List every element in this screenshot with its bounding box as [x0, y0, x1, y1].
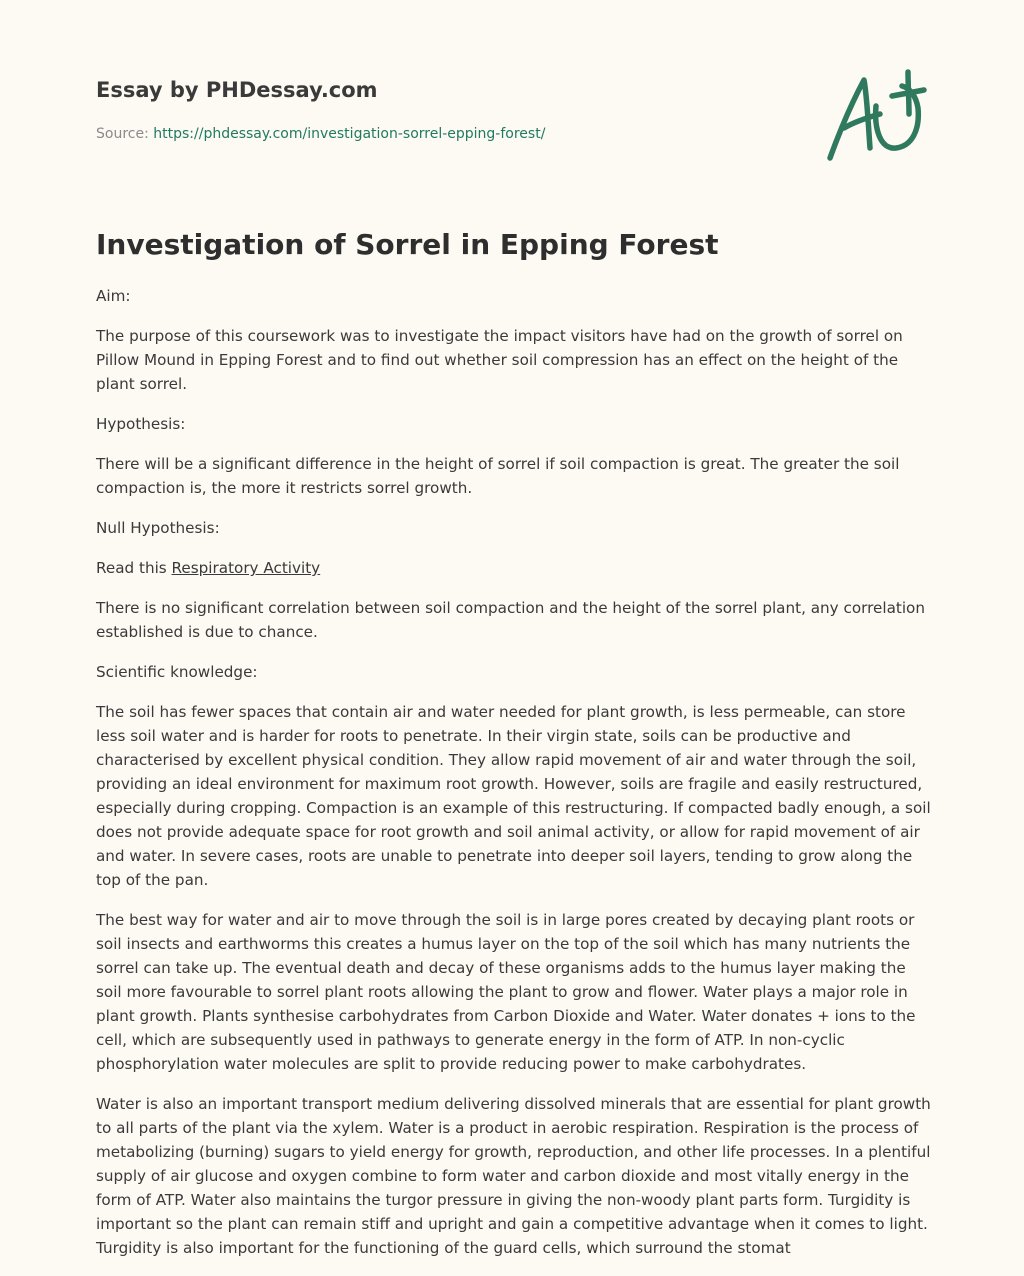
site-brand: Essay by PHDessay.com	[96, 78, 378, 102]
source-label: Source:	[96, 126, 154, 142]
hypothesis-heading: Hypothesis:	[96, 415, 186, 433]
null-hypothesis-heading: Null Hypothesis:	[96, 519, 220, 537]
scientific-knowledge-heading: Scientific knowledge:	[96, 663, 258, 681]
source-link[interactable]: https://phdessay.com/investigation-sorrel-epping-forest/	[153, 126, 546, 142]
a-plus-grade-icon	[820, 66, 930, 166]
body-paragraph-3: Water is also an important transport medium delivering dissolved minerals that are essential for plant growth to all parts of the plant via the xylem. Water is a product in aerobic respiration. Respiration is the process of metabolizing (burning) sugars to yield energy for growth, reproduction, and other life processes. In a plentiful supply of air glucose and oxygen combine to form water and carbon dioxide and most vitally energy in the form of ATP. Water also maintains the turgor pressure in giving the non-woody plant parts form. Turgidity is important so the plant can remain stiff and upright and gain a competitive advantage when it comes to light. Turgidity is also important for the functioning of the guard cells, which surround the stomat	[96, 1095, 931, 1257]
article-body	[96, 284, 931, 1276]
article-title: Investigation of Sorrel in Epping Forest	[96, 228, 719, 261]
aim-heading: Aim:	[96, 287, 131, 305]
null-hypothesis-paragraph: There is no significant correlation between soil compaction and the height of the sorrel plant, any correlation established is due to chance.	[96, 599, 925, 641]
read-this-line	[96, 556, 931, 580]
header	[96, 76, 796, 144]
aim-paragraph: The purpose of this coursework was to investigate the impact visitors have had on the growth of sorrel on Pillow Mound in Epping Forest and to find out whether soil compression has an effect on the height of the plant sorrel.	[96, 327, 903, 393]
source-line	[96, 124, 796, 144]
body-paragraph-1: The soil has fewer spaces that contain air and water needed for plant growth, is less permeable, can store less soil water and is harder for roots to penetrate. In their virgin state, soils can be productive and characterised by excellent physical condition. They allow rapid movement of air and water through the soil, providing an ideal environment for maximum root growth. However, soils are fragile and easily restructured, especially during cropping. Compaction is an example of this restructuring. If compacted badly enough, a soil does not provide adequate space for root growth and soil animal activity, or allow for rapid movement of air and water. In severe cases, roots are unable to penetrate into deeper soil layers, tending to grow along the top of the pan.	[96, 703, 931, 889]
hypothesis-paragraph: There will be a significant difference in the height of sorrel if soil compaction is great. The greater the soil compaction is, the more it restricts sorrel growth.	[96, 455, 900, 497]
body-paragraph-2: The best way for water and air to move through the soil is in large pores created by decaying plant roots or soil insects and earthworms this creates a humus layer on the top of the soil which has many nutrients the sorrel can take up. The eventual death and decay of these organisms adds to the humus layer making the soil more favourable to sorrel plant roots allowing the plant to grow and flower. Water plays a major role in plant growth. Plants synthesise carbohydrates from Carbon Dioxide and Water. Water donates + ions to the cell, which are subsequently used in pathways to generate energy in the form of ATP. In non-cyclic phosphorylation water molecules are split to provide reducing power to make carbohydrates.	[96, 911, 916, 1073]
respiratory-activity-link[interactable]: Respiratory Activity	[171, 559, 321, 577]
read-this-prefix: Read this	[96, 559, 172, 577]
